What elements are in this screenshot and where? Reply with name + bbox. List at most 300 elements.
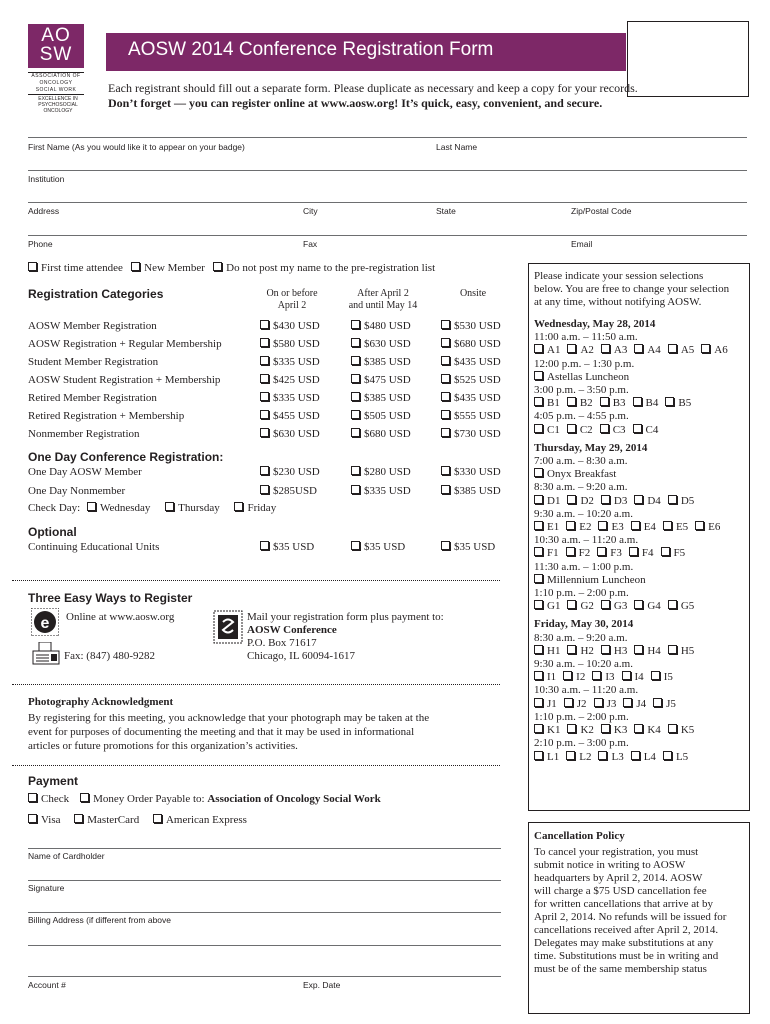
session-option-label: H1 [547,644,561,657]
phone-label: Phone [28,239,53,249]
registration-price-checkbox[interactable] [260,374,269,383]
session-checkbox[interactable] [563,671,572,680]
session-checkbox[interactable] [534,645,543,654]
first-time-label: First time attendee [41,262,123,274]
session-option-label: H3 [613,644,628,657]
session-event [534,371,735,384]
session-checkbox[interactable] [601,344,610,353]
registration-price-checkbox[interactable] [441,410,450,419]
session-option-label: J5 [666,697,676,710]
session-option-label: H4 [647,644,661,657]
institution-label: Institution [28,174,65,184]
cancellation-text [534,846,726,976]
session-option-label: D3 [613,494,628,507]
session-time: 11:00 a.m. – 11:50 a.m. [534,331,638,344]
session-time: 9:30 a.m. – 10:20 a.m. [534,507,633,520]
session-checkbox[interactable] [598,521,607,530]
session-option-label: E6 [708,521,721,534]
registration-price-checkbox[interactable] [351,320,360,329]
cardholder-line[interactable] [28,848,501,849]
mastercard-label: MasterCard [87,814,140,826]
session-option-label: D1 [547,494,561,507]
registration-price-checkbox[interactable] [351,410,360,419]
session-option-label: J3 [606,697,617,710]
session-checkbox[interactable] [601,495,610,504]
session-time: 12:00 p.m. – 1:30 p.m. [534,357,635,370]
session-checkbox[interactable] [663,751,672,760]
session-event-label: Astellas Luncheon [547,370,630,383]
photo-line-3: articles or future promotions for this organization’s activities. [28,740,298,752]
zip-label: Zip/Postal Code [571,206,632,216]
session-checkbox[interactable] [567,424,576,433]
session-checkbox[interactable] [653,698,662,707]
session-option-label: G5 [680,600,695,613]
city-label: City [303,206,318,216]
col-early-date: April 2 [277,300,307,311]
session-time: 4:05 p.m. – 4:55 p.m. [534,410,629,423]
svg-text:e: e [40,615,50,632]
exp-date-label: Exp. Date [303,980,341,990]
signature-line[interactable] [28,880,501,881]
ways-heading: Three Easy Ways to Register [28,591,193,605]
session-option-label: F2 [578,547,591,560]
session-option-label: A1 [547,344,561,357]
session-checkbox[interactable] [566,547,575,556]
session-checkbox[interactable] [534,344,543,353]
registration-price: $580 USD [273,338,320,350]
registration-price: $630 USD [364,338,411,350]
session-option-label: F4 [641,547,654,560]
registration-price: $455 USD [273,410,320,422]
visa-label: Visa [41,814,61,826]
ceu-onsite-price: $35 USD [454,541,496,553]
session-checkbox[interactable] [564,698,573,707]
mail-line-4: Chicago, IL 60094-1617 [247,650,356,662]
session-checkbox[interactable] [633,397,642,406]
address-line[interactable] [28,202,747,203]
session-option-label: A6 [714,344,728,357]
session-checkbox[interactable] [567,724,576,733]
session-time: 1:10 p.m. – 2:00 p.m. [534,587,629,600]
ceu-early-checkbox[interactable] [260,541,269,550]
money-order-label: Money Order Payable to: [93,793,205,805]
col-late-header [338,288,428,312]
session-time: 10:30 a.m. – 11:20 a.m. [534,684,639,697]
registration-price-checkbox[interactable] [260,338,269,347]
payee-name: Association of Oncology Social Work [207,793,381,805]
col-early-header [252,288,332,300]
divider [12,684,500,685]
registration-price: $475 USD [364,374,411,386]
cancellation-line: To cancel your registration, you must [534,846,699,858]
session-checkbox[interactable] [622,671,631,680]
mastercard-checkbox[interactable] [74,814,83,823]
one-day-row-label: One Day Nonmember [28,485,126,497]
session-checkbox[interactable] [567,397,576,406]
ceu-onsite-checkbox[interactable] [441,541,450,550]
session-option-label: D4 [647,494,661,507]
registration-price-checkbox[interactable] [441,320,450,329]
check-checkbox[interactable] [28,793,37,802]
registration-price-checkbox[interactable] [441,428,450,437]
registration-price: $335 USD [273,392,320,404]
session-option-label: A3 [613,344,628,357]
session-option-label: J1 [547,697,557,710]
session-checkbox[interactable] [631,521,640,530]
amex-checkbox[interactable] [153,814,162,823]
registration-price-checkbox[interactable] [260,428,269,437]
sessions-intro-3: at any time, without notifying AOSW. [534,296,702,308]
cancellation-line: for written cancellations that arrive at by [534,898,713,910]
thursday-checkbox[interactable] [165,502,174,511]
registration-price: $430 USD [273,320,320,332]
ceu-label: Continuing Educational Units [28,541,160,553]
registration-price-checkbox[interactable] [351,338,360,347]
account-line[interactable] [28,976,501,977]
cancellation-line: Delegates may make substitutions at any [534,937,714,949]
session-options [534,698,735,711]
session-time: 10:30 a.m. – 11:20 a.m. [534,534,639,547]
registration-price: $680 USD [454,338,501,350]
session-time: 11:30 a.m. – 1:00 p.m. [534,560,634,573]
registration-price: $335 USD [273,356,320,368]
session-checkbox[interactable] [631,751,640,760]
logo-tagline: EXCELLENCE IN PSYCHOSOCIAL ONCOLOGY [38,96,78,114]
cancellation-line: submit notice in writing to AOSW [534,859,686,871]
email-label: Email [571,239,593,249]
registration-price-checkbox[interactable] [441,392,450,401]
session-option-label: C2 [579,423,593,436]
registration-price: $530 USD [454,320,501,332]
session-option-label: I5 [663,671,673,684]
registration-price-checkbox[interactable] [351,356,360,365]
one-day-price-checkbox[interactable] [351,485,360,494]
session-time: 8:30 a.m. – 9:20 a.m. [534,631,628,644]
session-option-label: D5 [680,494,695,507]
session-checkbox[interactable] [534,724,543,733]
session-checkbox[interactable] [534,547,543,556]
session-event-label: Millennium Luncheon [547,573,646,586]
check-day-label: Check Day: [28,502,81,514]
fax-label: Fax [303,239,318,249]
session-checkbox[interactable] [668,724,677,733]
session-options [534,397,735,410]
do-not-post-checkbox[interactable] [213,262,222,271]
cancellation-line: April 2, 2014. No refunds will be issued for [534,911,727,923]
registration-price: $505 USD [364,410,411,422]
session-option-label: D2 [580,494,594,507]
one-day-price: $385 USD [454,485,501,497]
session-day: Friday, May 30, 2014 [534,618,634,631]
registration-price: $425 USD [273,374,320,386]
billing-line[interactable] [28,912,501,913]
session-checkbox[interactable] [534,397,543,406]
registration-heading: Registration Categories [28,287,164,301]
session-checkbox[interactable] [534,698,543,707]
session-option-label: A5 [680,344,695,357]
sessions-intro-2: below. You are free to change your selection [534,283,730,295]
phone-line[interactable] [28,235,747,236]
session-checkbox[interactable] [634,495,643,504]
session-checkbox[interactable] [651,671,660,680]
account-label: Account # [28,980,66,990]
registration-price-checkbox[interactable] [351,374,360,383]
registration-price-checkbox[interactable] [441,374,450,383]
one-day-price: $280 USD [364,466,411,478]
session-checkbox[interactable] [534,751,543,760]
session-list [534,318,735,764]
session-option-label: B1 [547,397,560,410]
session-option-label: K1 [547,724,561,737]
do-not-post-label: Do not post my name to the pre-registration list [226,262,436,274]
one-day-price-checkbox[interactable] [260,466,269,475]
photo-line-2: event for purposes of documenting the meeting and that it may be used in informational [28,726,415,738]
photo-line-1: By registering for this meeting, you acknowledge that your photograph may be taken at the [28,712,430,724]
office-use-box [627,21,749,97]
registration-row-label: Retired Registration + Membership [28,410,185,422]
session-option-label: B2 [579,397,593,410]
logo-top: AO [41,25,71,46]
registration-price-checkbox[interactable] [441,338,450,347]
session-checkbox[interactable] [601,600,610,609]
registration-row-label: AOSW Member Registration [28,320,157,332]
ceu-late-price: $35 USD [364,541,406,553]
session-day: Wednesday, May 28, 2014 [534,318,656,330]
signature-label: Signature [28,883,65,893]
registration-price: $525 USD [454,374,501,386]
session-checkbox[interactable] [534,468,543,477]
session-checkbox[interactable] [665,397,674,406]
session-checkbox[interactable] [601,645,610,654]
sessions-intro-1: Please indicate your session selections [534,270,704,282]
one-day-price-checkbox[interactable] [351,466,360,475]
registration-price: $385 USD [364,392,411,404]
session-checkbox[interactable] [598,751,607,760]
session-option-label: J2 [576,697,587,710]
session-checkbox[interactable] [594,698,603,707]
wednesday-checkbox[interactable] [87,502,96,511]
session-option-label: G3 [613,600,628,613]
session-checkbox[interactable] [695,521,704,530]
session-checkbox[interactable] [567,495,576,504]
mail-line-2: AOSW Conference [247,624,337,636]
ceu-late-checkbox[interactable] [351,541,360,550]
session-checkbox[interactable] [534,574,543,583]
session-option-label: F1 [547,547,559,560]
session-option-label: L1 [547,750,560,763]
session-checkbox[interactable] [534,521,543,530]
one-day-price: $335 USD [364,485,411,497]
one-day-row-label: One Day AOSW Member [28,466,142,478]
session-event [534,468,735,481]
cancellation-line: headquarters by April 2, 2014. AOSW [534,872,703,884]
thursday-label: Thursday [178,502,220,514]
session-checkbox[interactable] [534,671,543,680]
session-checkbox[interactable] [534,600,543,609]
session-checkbox[interactable] [701,344,710,353]
new-member-checkbox[interactable] [131,262,140,271]
intro-line-1: Each registrant should fill out a separate form. Please duplicate as necessary and keep a copy for your records. [108,81,638,95]
cancellation-line: cancellations received after April 2, 2014. [534,924,719,936]
session-option-label: L2 [579,750,592,763]
session-checkbox[interactable] [567,344,576,353]
session-options [534,600,735,613]
session-option-label: I1 [547,671,557,684]
one-day-price-checkbox[interactable] [260,485,269,494]
session-checkbox[interactable] [663,521,672,530]
cancellation-heading: Cancellation Policy [534,830,625,842]
one-day-price-checkbox[interactable] [441,485,450,494]
session-checkbox[interactable] [623,698,632,707]
session-option-label: E3 [611,521,624,534]
session-checkbox[interactable] [634,645,643,654]
session-options [534,751,735,764]
session-option-label: K5 [680,724,695,737]
session-checkbox[interactable] [534,424,543,433]
registration-price: $385 USD [364,356,411,368]
registration-price-checkbox[interactable] [351,428,360,437]
session-option-label: B4 [645,397,659,410]
session-checkbox[interactable] [534,371,543,380]
photo-heading: Photography Acknowledgment [28,696,174,708]
state-label: State [436,206,456,216]
one-day-heading: One Day Conference Registration: [28,450,224,464]
registration-price-checkbox[interactable] [351,392,360,401]
first-time-checkbox[interactable] [28,262,37,271]
session-option-label: I3 [605,671,615,684]
money-order-checkbox[interactable] [80,793,89,802]
billing-line-2[interactable] [28,945,501,946]
cancellation-line: must be of the same membership status [534,963,707,975]
session-option-label: B3 [612,397,626,410]
session-options [534,724,735,737]
mail-line-3: P.O. Box 71617 [247,637,317,649]
session-option-label: G2 [580,600,594,613]
divider [12,765,500,766]
registration-row-label: Nonmember Registration [28,428,140,440]
session-option-label: I4 [634,671,644,684]
divider [12,580,500,581]
session-option-label: I2 [576,671,586,684]
session-checkbox[interactable] [592,671,601,680]
registration-price-checkbox[interactable] [260,320,269,329]
registration-row-label: AOSW Student Registration + Membership [28,374,221,386]
registration-price-checkbox[interactable] [441,356,450,365]
one-day-price: $285USD [273,485,318,497]
session-options [534,671,735,684]
session-checkbox[interactable] [634,724,643,733]
online-icon [31,608,59,636]
session-option-label: E5 [675,521,689,534]
session-checkbox[interactable] [597,547,606,556]
institution-line[interactable] [28,170,747,171]
one-day-price: $230 USD [273,466,320,478]
session-checkbox[interactable] [634,344,643,353]
billing-label: Billing Address (if different from above [28,915,171,925]
session-time: 7:00 a.m. – 8:30 a.m. [534,455,628,468]
visa-checkbox[interactable] [28,814,37,823]
registration-price: $630 USD [273,428,320,440]
session-option-label: L4 [643,750,656,763]
session-checkbox[interactable] [633,424,642,433]
session-option-label: A4 [647,344,661,357]
first-name-line[interactable] [28,137,747,138]
logo-subtitle: ASSOCIATION OF ONCOLOGY SOCIAL WORK [28,72,84,95]
registration-row-label: AOSW Registration + Regular Membership [28,338,222,350]
session-option-label: G4 [647,600,661,613]
registration-price-checkbox[interactable] [260,392,269,401]
registration-price-checkbox[interactable] [260,356,269,365]
one-day-price-checkbox[interactable] [441,466,450,475]
session-checkbox[interactable] [661,547,670,556]
payment-heading: Payment [28,774,79,788]
registration-price-checkbox[interactable] [260,410,269,419]
session-options [534,495,735,508]
session-options [534,424,735,437]
check-label: Check [41,793,70,805]
session-time: 1:10 p.m. – 2:00 p.m. [534,710,629,723]
online-text: Online at www.aosw.org [66,611,175,623]
session-checkbox[interactable] [629,547,638,556]
session-checkbox[interactable] [600,397,609,406]
session-time: 3:00 p.m. – 3:50 p.m. [534,384,629,397]
ceu-early-price: $35 USD [273,541,315,553]
col-early-line1: On or before [266,288,318,299]
session-checkbox[interactable] [668,344,677,353]
session-checkbox[interactable] [668,600,677,609]
session-options [534,645,735,658]
session-checkbox[interactable] [668,645,677,654]
session-checkbox[interactable] [566,751,575,760]
registration-price: $730 USD [454,428,501,440]
session-option-label: C4 [645,423,659,436]
session-event [534,574,735,587]
session-day: Thursday, May 29, 2014 [534,441,648,454]
session-checkbox[interactable] [567,645,576,654]
session-checkbox[interactable] [534,495,543,504]
session-checkbox[interactable] [600,424,609,433]
session-option-label: L5 [675,750,689,763]
session-option-label: K4 [647,724,661,737]
aosw-logo [28,24,86,112]
cancellation-line: will charge a $75 USD cancellation fee [534,885,707,897]
optional-heading: Optional [28,525,77,539]
friday-checkbox[interactable] [234,502,243,511]
registration-price: $480 USD [364,320,411,332]
session-options [534,547,735,560]
new-member-label: New Member [144,262,205,274]
session-checkbox[interactable] [567,600,576,609]
session-checkbox[interactable] [566,521,575,530]
session-time: 9:30 a.m. – 10:20 a.m. [534,658,633,671]
session-option-label: H5 [680,644,695,657]
session-option-label: K2 [580,724,594,737]
page-title: AOSW 2014 Conference Registration Form [128,39,494,60]
cardholder-label: Name of Cardholder [28,851,105,861]
session-options [534,521,735,534]
session-option-label: E4 [643,521,656,534]
fax-icon [31,642,61,668]
first-name-label: First Name (As you would like it to appear on your badge) [28,142,245,152]
session-option-label: K3 [613,724,628,737]
session-time: 2:10 p.m. – 3:00 p.m. [534,737,629,750]
wednesday-label: Wednesday [99,502,151,514]
session-checkbox[interactable] [634,600,643,609]
session-checkbox[interactable] [601,724,610,733]
logo-bottom: SW [39,44,73,65]
session-checkbox[interactable] [668,495,677,504]
session-option-label: G1 [547,600,561,613]
